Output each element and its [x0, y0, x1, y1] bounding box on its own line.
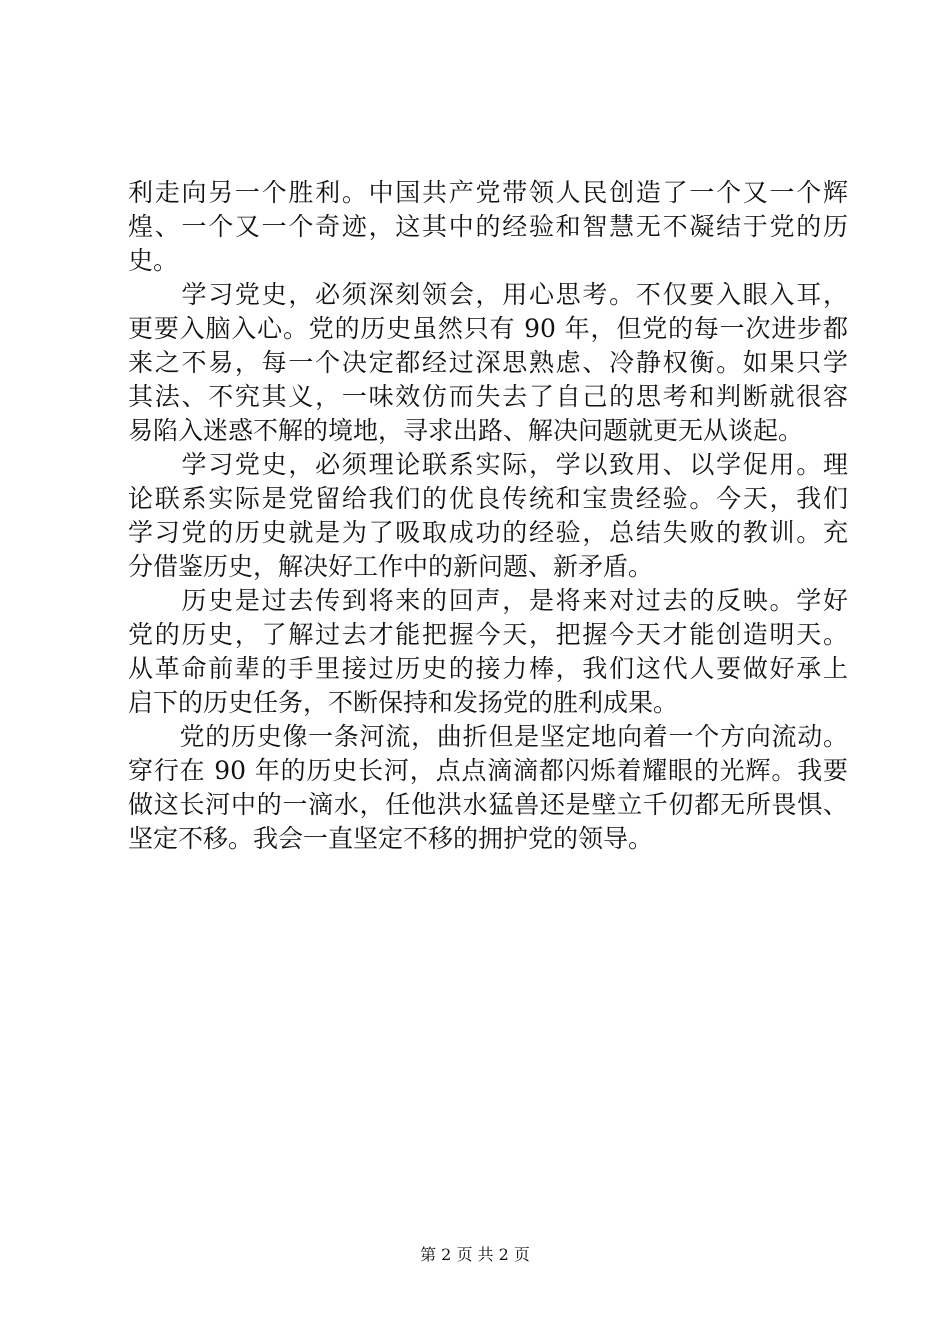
text-line: 学习党史，必须深刻领会，用心思考。不仅要入眼入耳，: [128, 280, 848, 309]
text-line: 史。: [128, 246, 179, 275]
document-body: [128, 176, 848, 856]
text-line: 历史是过去传到将来的回声，是将来对过去的反映。学好: [128, 586, 848, 615]
text-line: 其法、不究其义，一味效仿而失去了自己的思考和判断就很容: [128, 382, 848, 411]
text-line: 做这长河中的一滴水，任他洪水猛兽还是壁立千仞都无所畏惧、: [128, 790, 848, 819]
text-line: 易陷入迷惑不解的境地，寻求出路、解决问题就更无从谈起。: [128, 416, 804, 445]
text-line: 煌、一个又一个奇迹，这其中的经验和智慧无不凝结于党的历: [128, 212, 848, 241]
page-number-footer: 第 2 页 共 2 页: [420, 1245, 530, 1264]
text-line: 从革命前辈的手里接过历史的接力棒，我们这代人要做好承上: [128, 654, 848, 683]
text-line: 穿行在 90 年的历史长河，点点滴滴都闪烁着耀眼的光辉。我要: [128, 756, 848, 785]
text-line: 党的历史像一条河流，曲折但是坚定地向着一个方向流动。: [128, 722, 848, 751]
text-line: 坚定不移。我会一直坚定不移的拥护党的领导。: [128, 824, 654, 853]
text-line: 党的历史，了解过去才能把握今天，把握今天才能创造明天。: [128, 620, 848, 649]
text-line: 启下的历史任务，不断保持和发扬党的胜利成果。: [128, 688, 679, 717]
text-line: 分借鉴历史，解决好工作中的新问题、新矛盾。: [128, 552, 654, 581]
text-line: 学习党的历史就是为了吸取成功的经验，总结失败的教训。充: [128, 518, 848, 547]
text-line: 来之不易，每一个决定都经过深思熟虑、冷静权衡。如果只学: [128, 348, 848, 377]
text-line: 论联系实际是党留给我们的优良传统和宝贵经验。今天，我们: [128, 484, 848, 513]
text-line: 学习党史，必须理论联系实际，学以致用、以学促用。理: [128, 450, 848, 479]
text-line: 更要入脑入心。党的历史虽然只有 90 年，但党的每一次进步都: [128, 314, 848, 343]
text-line: 利走向另一个胜利。中国共产党带领人民创造了一个又一个辉: [128, 178, 848, 207]
